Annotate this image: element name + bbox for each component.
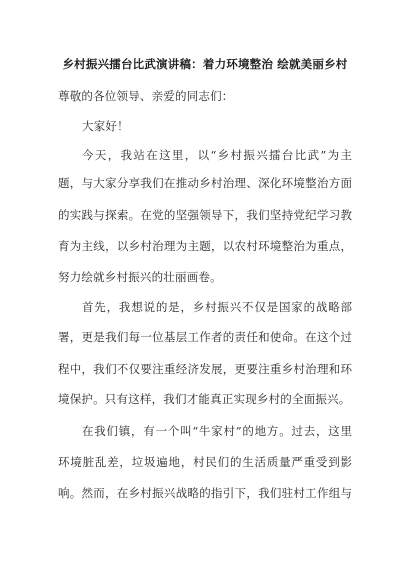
paragraph-1-line-2: 题，与大家分享我们在推动乡村治理、深化环境整治方面 xyxy=(58,176,352,190)
salutation: 尊敬的各位领导、亲爱的同志们： xyxy=(58,89,234,103)
paragraph-3-line-2: 环境脏乱差，垃圾遍地，村民们的生活质量严重受到影 xyxy=(58,455,352,469)
paragraph-1-line-5: 努力绘就乡村振兴的壮丽画卷。 xyxy=(58,270,222,284)
paragraph-3-line-3: 响。然而，在乡村振兴战略的指引下，我们驻村工作组与 xyxy=(58,486,352,500)
paragraph-1-line-1: 今天，我站在这里，以“乡村振兴擂台比武”为主 xyxy=(82,148,352,162)
paragraph-2-line-3: 程中，我们不仅要注重经济发展，更要注重乡村治理和环 xyxy=(58,362,352,376)
paragraph-2-line-4: 境保护。只有这样，我们才能真正实现乡村的全面振兴。 xyxy=(58,392,351,406)
paragraph-2-line-1: 首先，我想说的是，乡村振兴不仅是国家的战略部 xyxy=(82,300,352,314)
paragraph-1-line-3: 的实践与探索。在党的坚强领导下，我们坚持党纪学习教 xyxy=(58,208,352,222)
document-title: 乡村振兴擂台比武演讲稿：着力环境整治 绘就美丽乡村 xyxy=(62,57,348,71)
paragraph-3-line-1: 在我们镇，有一个叫“牛家村”的地方。过去，这里 xyxy=(82,424,352,438)
paragraph-1-line-4: 育为主线，以乡村治理为主题，以农村环境整治为重点， xyxy=(58,239,352,253)
paragraph-2-line-2: 署，更是我们每一位基层工作者的责任和使命。在这个过 xyxy=(58,330,352,344)
greeting: 大家好！ xyxy=(82,119,129,133)
